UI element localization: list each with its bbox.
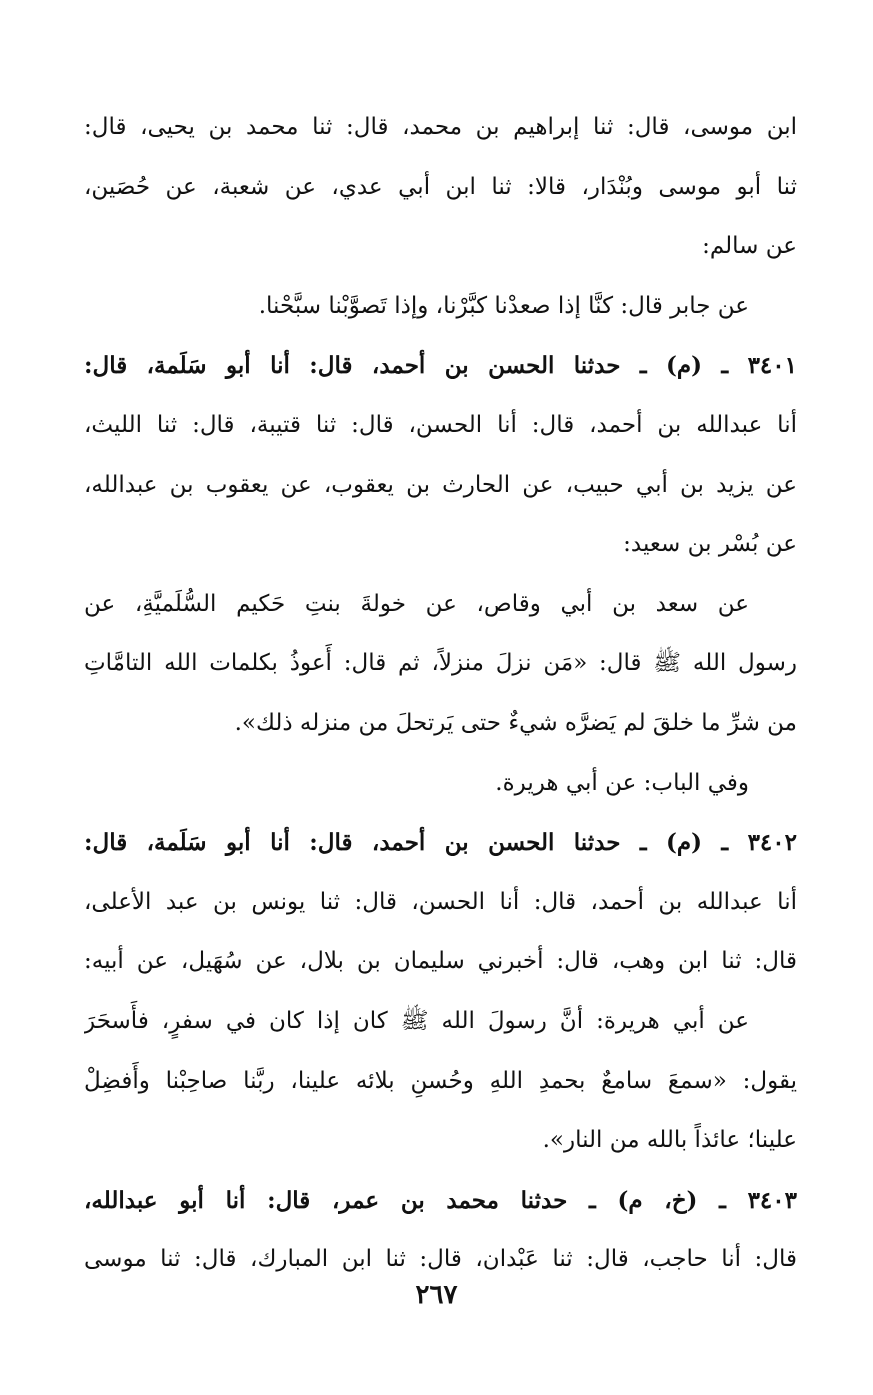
page-number: ٢٦٧ <box>415 1280 458 1310</box>
text-line: عن يزيد بن أبي حبيب، عن الحارث بن يعقوب، عن يعقوب بن عبدالله، <box>84 471 797 498</box>
text-line: يقول: «سمعَ سامعٌ بحمدِ اللهِ وحُسنِ بلائه علينا، ربَّنا صاحِبْنا وأَفضِلْ <box>84 1067 797 1094</box>
hadith-text-line: عن جابر قال: كنَّا إذا صعدْنا كبَّرْنا، وإذا تَصوَّبْنا سبَّحْنا. <box>258 292 749 319</box>
chapter-note-line: وفي الباب: عن أبي هريرة. <box>495 769 749 796</box>
hadith-number-line: ٣٤٠٢ ـ (م) ـ حدثنا الحسن بن أحمد، قال: أنا أبو سَلَمة، قال: <box>84 829 797 857</box>
text-line: قال: أنا حاجب، قال: ثنا عَبْدان، قال: ثنا ابن المبارك، قال: ثنا موسى <box>84 1246 797 1273</box>
text-line: عن سالم: <box>702 233 797 260</box>
text-line: عن بُسْر بن سعيد: <box>623 531 797 558</box>
hadith-number-line: ٣٤٠٣ ـ (خ، م) ـ حدثنا محمد بن عمر، قال: أنا أبو عبدالله، <box>84 1186 797 1214</box>
hadith-text-line: عن سعد بن أبي وقاص، عن خولةَ بنتِ حَكيم السُّلَميَّةِ، عن <box>84 590 749 617</box>
text-line: أنا عبدالله بن أحمد، قال: أنا الحسن، قال: ثنا يونس بن عبد الأعلى، <box>84 888 797 915</box>
text-line: من شرِّ ما خلقَ لم يَضرَّه شيءٌ حتى يَرتحلَ من منزله ذلك». <box>234 709 797 736</box>
text-line: ابن موسى، قال: ثنا إبراهيم بن محمد، قال: ثنا محمد بن يحيى، قال: <box>84 114 797 140</box>
hadith-text-line: عن أبي هريرة: أنَّ رسولَ الله ﷺ كان إذا كان في سفرٍ، فأَسحَرَ <box>84 1007 749 1034</box>
text-line: علينا؛ عائذاً بالله من النار». <box>542 1127 797 1154</box>
page-text <box>84 98 797 1290</box>
text-line: أنا عبدالله بن أحمد، قال: أنا الحسن، قال: ثنا قتيبة، قال: ثنا الليث، <box>84 411 797 438</box>
text-line: قال: ثنا ابن وهب، قال: أخبرني سليمان بن بلال، عن سُهَيل، عن أبيه: <box>84 948 797 975</box>
text-line: رسول الله ﷺ قال: «مَن نزلَ منزلاً، ثم قال: أَعوذُ بكلمات الله التامَّاتِ <box>84 650 797 677</box>
text-line: ثنا أبو موسى وبُنْدَار، قالا: ثنا ابن أبي عدي، عن شعبة، عن حُصَين، <box>84 173 797 200</box>
hadith-number-line: ٣٤٠١ ـ (م) ـ حدثنا الحسن بن أحمد، قال: أنا أبو سَلَمة، قال: <box>84 352 797 380</box>
